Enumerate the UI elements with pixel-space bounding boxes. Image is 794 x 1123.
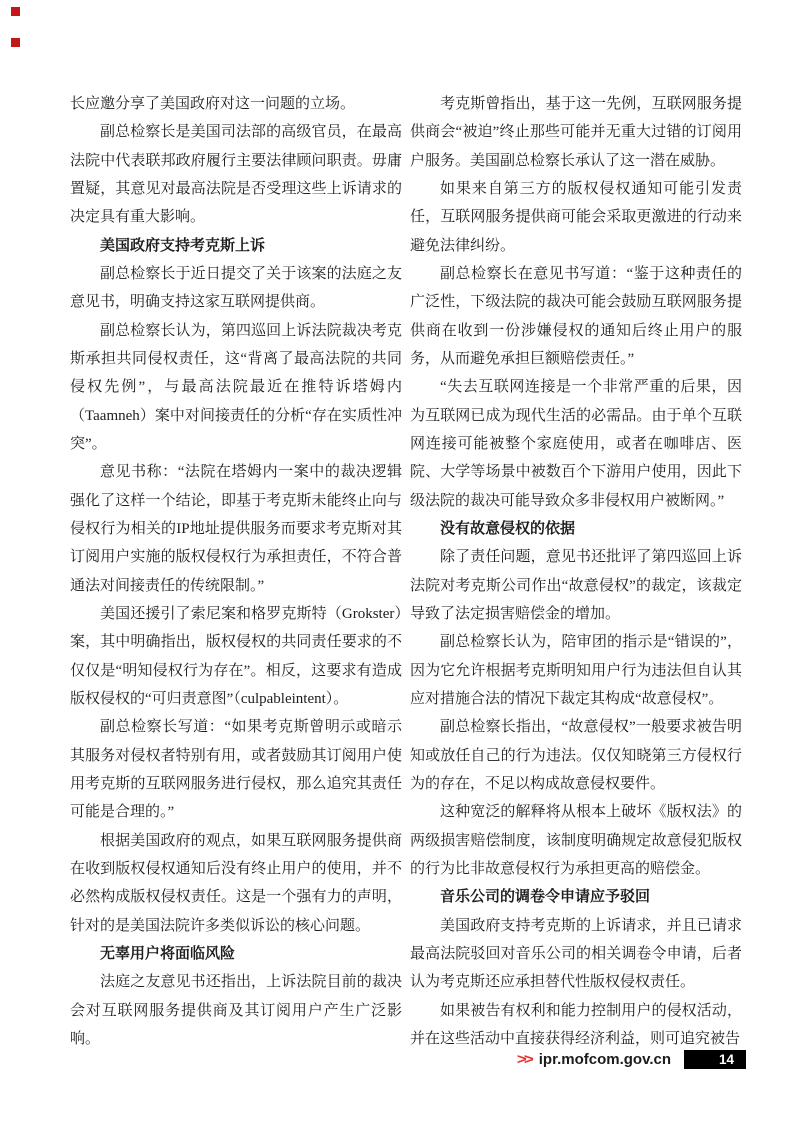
site-url: ipr.mofcom.gov.cn [538,1050,671,1068]
page-footer [517,1049,746,1069]
paragraph: 如果被告有权利和能力控制用户的侵权活动，并在这些活动中直接获得经济利益，则可追究被告 [410,1002,742,1047]
paragraph: 长应邀分享了美国政府对这一问题的立场。 [70,96,356,112]
page-number-badge: 14 [684,1050,746,1069]
paragraph: “失去互联网连接是一个非常严重的后果，因为互联网已成为现代生活的必需品。由于单个互联网连接可能被整个家庭使用，或者在咖啡店、医院、大学等场景中被数百个下游用户使用，因此下级法院的裁决可能导致众多非侵权用户被断网。” [410,379,742,509]
paragraph: 这种宽泛的解释将从根本上破坏《版权法》的两级损害赔偿制度，该制度明确规定故意侵犯版权的行为比非故意侵权行为承担更高的赔偿金。 [410,804,742,877]
paragraph: 美国还援引了索尼案和格罗克斯特（Grokster）案，其中明确指出，版权侵权的共同责任要求的不仅仅是“明知侵权行为存在”。相反，这要求有造成版权侵权的“可归责意图”（culpableintent）。 [70,605,402,707]
paragraph: 美国政府支持考克斯的上诉请求，并且已请求最高法院驳回对音乐公司的相关调卷令申请，后者认为考克斯还应承担替代性版权侵权责任。 [410,917,742,991]
paragraph: 副总检察长写道：“如果考克斯曾明示或暗示其服务对侵权者特别有用，或者鼓励其订阅用户使用考克斯的互联网服务进行侵权，那么追究其责任可能是合理的。” [70,719,402,821]
corner-mark-icon [11,7,20,16]
paragraph: 副总检察长是美国司法部的高级官员，在最高法院中代表联邦政府履行主要法律顾问职责。毋庸置疑，其意见对最高法院是否受理这些上诉请求的决定具有重大影响。 [70,124,402,226]
double-chevron-icon: >> [516,1050,531,1068]
text-column-left [70,90,402,1053]
paragraph: 根据美国政府的观点，如果互联网服务提供商在收到版权侵权通知后没有终止用户的使用，并不必然构成版权侵权责任。这是一个强有力的声明，针对的是美国法院许多类似诉讼的核心问题。 [70,832,402,934]
paragraph: 法庭之友意见书还指出，上诉法院目前的裁决会对互联网服务提供商及其订阅用户产生广泛影响。 [70,974,402,1047]
paragraph: 除了责任问题，意见书还批评了第四巡回上诉法院对考克斯公司作出“故意侵权”的裁定，该裁定导致了法定损害赔偿金的增加。 [410,549,742,622]
paragraph: 意见书称：“法院在塔姆内一案中的裁决逻辑强化了这样一个结论，即基于考克斯未能终止向与侵权行为相关的IP地址提供服务而要求考克斯对其订阅用户实施的版权侵权行为承担责任，不符合普通法对间接责任的传统限制。” [70,464,402,594]
section-heading: 无辜用户将面临风险 [100,944,236,962]
section-heading: 美国政府支持考克斯上诉 [100,236,266,254]
section-heading: 音乐公司的调卷令申请应予驳回 [440,888,651,906]
corner-mark-icon [11,38,20,47]
paragraph: 副总检察长在意见书写道：“鉴于这种责任的广泛性，下级法院的裁决可能会鼓励互联网服务提供商在收到一份涉嫌侵权的通知后终止用户的服务，从而避免承担巨额赔偿责任。” [410,265,742,367]
paragraph: 考克斯曾指出，基于这一先例，互联网服务提供商会“被迫”终止那些可能并无重大过错的订阅用户服务。美国副总检察长承认了这一潜在威胁。 [410,96,742,169]
paragraph: 副总检察长于近日提交了关于该案的法庭之友意见书，明确支持这家互联网提供商。 [70,265,402,311]
paragraph: 副总检察长认为，陪审团的指示是“错误的”，因为它允许根据考克斯明知用户行为违法但自认其应对措施合法的情况下裁定其构成“故意侵权”。 [410,634,742,707]
paragraph: 副总检察长指出，“故意侵权”一般要求被告明知或放任自己的行为违法。仅仅知晓第三方侵权行为的存在，不足以构成故意侵权要件。 [410,719,742,792]
paragraph: 如果来自第三方的版权侵权通知可能引发责任，互联网服务提供商可能会采取更激进的行动来避免法律纠纷。 [410,180,742,254]
section-heading: 没有故意侵权的依据 [440,519,576,537]
text-column-right [410,90,742,1053]
paragraph: 副总检察长认为，第四巡回上诉法院裁决考克斯承担共同侵权责任，这“背离了最高法院的共同侵权先例”，与最高法院最近在推特诉塔姆内（Taamneh）案中对间接责任的分析“存在实质性冲突”。 [70,322,402,452]
